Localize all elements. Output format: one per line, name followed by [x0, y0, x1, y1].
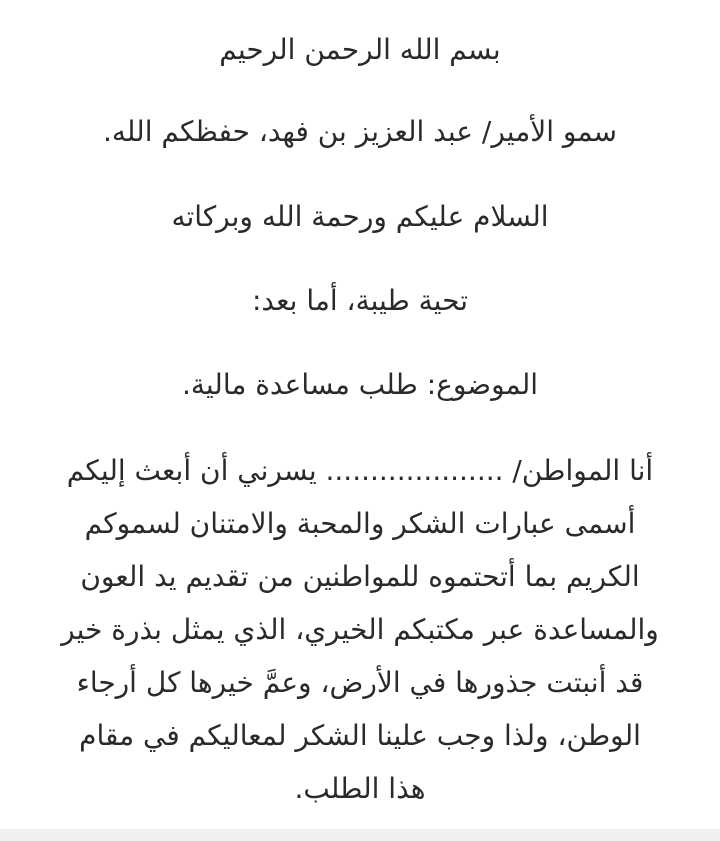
body-line-4: والمساعدة عبر مكتبكم الخيري، الذي يمثل بذرة خير: [61, 613, 659, 646]
addressee-line: سمو الأمير/ عبد العزيز بن فهد، حفظكم الله.: [102, 115, 618, 148]
greeting-line: السلام عليكم ورحمة الله وبركاته: [171, 200, 549, 233]
salutation-line: تحية طيبة، أما بعد:: [251, 284, 468, 317]
letter-body: [30, 444, 690, 815]
body-line-5: قد أنبتت جذورها في الأرض، وعمَّ خيرها كل أرجاء: [76, 666, 644, 699]
body-line-2: أسمى عبارات الشكر والمحبة والامتنان لسموكم: [84, 507, 636, 540]
body-line-1: أنا المواطن/ .................... يسرني أن أبعث إليكم: [66, 454, 654, 487]
basmala: بسم الله الرحمن الرحيم: [219, 33, 501, 66]
subject-line: الموضوع: طلب مساعدة مالية.: [181, 368, 539, 401]
body-line-6: الوطن، ولذا وجب علينا الشكر لمعاليكم في مقام: [79, 719, 641, 752]
body-line-3: الكريم بما أتحتموه للمواطنين من تقديم يد العون: [80, 560, 640, 593]
body-line-7: هذا الطلب.: [294, 772, 426, 805]
bottom-divider: [0, 829, 720, 841]
